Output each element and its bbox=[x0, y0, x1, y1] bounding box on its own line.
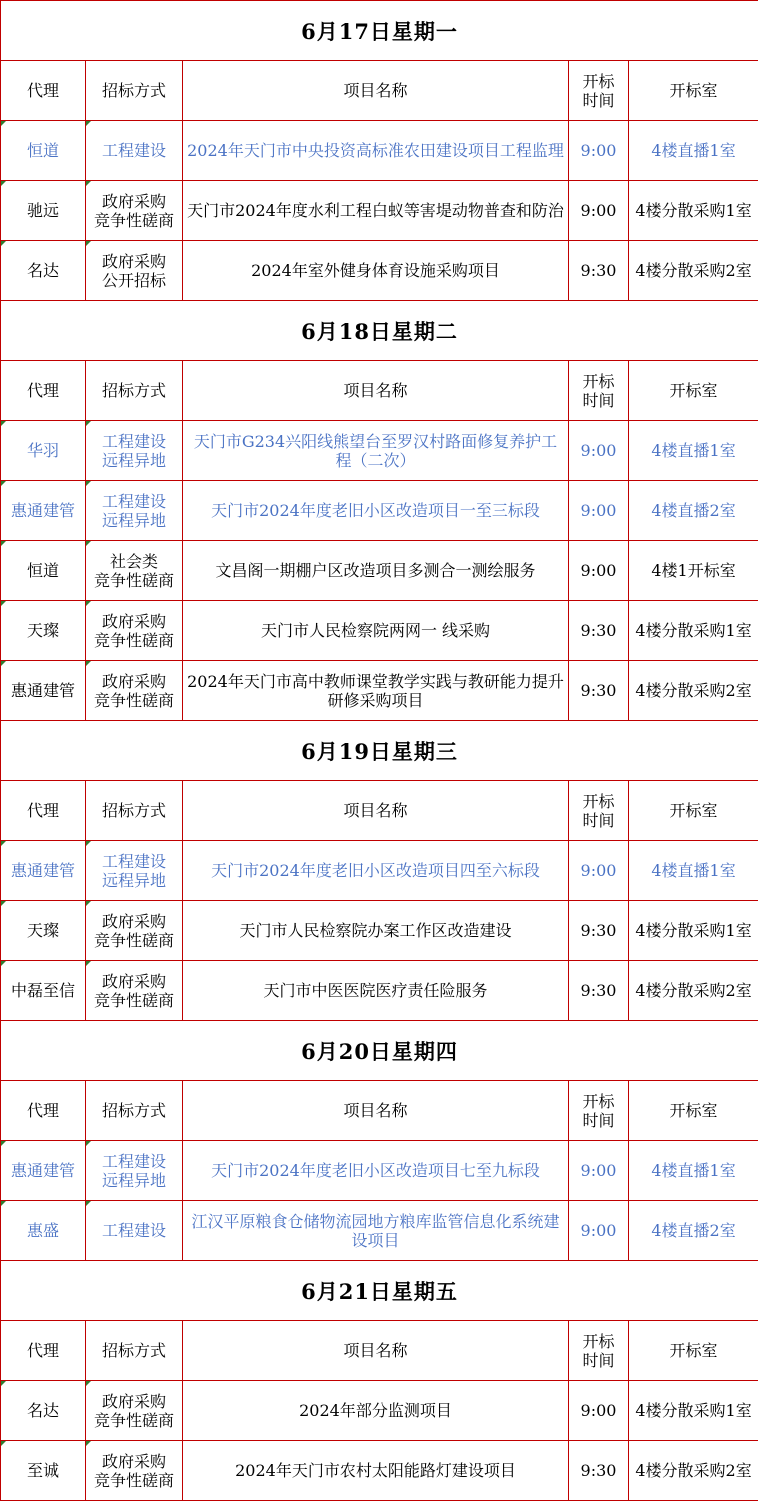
method-line: 政府采购 bbox=[101, 911, 166, 931]
method-cell bbox=[86, 541, 183, 601]
header-time-line: 时间 bbox=[582, 1350, 615, 1370]
method-line: 工程建设 bbox=[101, 1221, 166, 1240]
method-line: 政府采购 bbox=[101, 611, 166, 631]
method-line: 竞争性磋商 bbox=[93, 1410, 174, 1430]
project-name-cell: 文昌阁一期棚户区改造项目多测合一测绘服务 bbox=[183, 541, 569, 601]
method-cell bbox=[86, 1141, 183, 1201]
method-line: 竞争性磋商 bbox=[93, 690, 174, 710]
table-row bbox=[1, 841, 758, 901]
open-time-cell: 9:00 bbox=[569, 541, 629, 601]
method-line: 政府采购 bbox=[101, 1451, 166, 1471]
open-time-cell: 9:30 bbox=[569, 961, 629, 1021]
open-room-cell: 4楼分散采购1室 bbox=[629, 901, 758, 961]
method-line: 竞争性磋商 bbox=[93, 1470, 174, 1490]
open-room-cell: 4楼直播2室 bbox=[629, 1201, 758, 1261]
header-method: 招标方式 bbox=[86, 781, 183, 841]
table-row bbox=[1, 121, 758, 181]
column-header-row bbox=[1, 61, 758, 121]
table-row bbox=[1, 481, 758, 541]
open-room-cell: 4楼直播1室 bbox=[629, 121, 758, 181]
header-time-line: 时间 bbox=[582, 1110, 615, 1130]
table-row bbox=[1, 1441, 758, 1501]
open-time-cell: 9:00 bbox=[569, 1141, 629, 1201]
method-cell bbox=[86, 181, 183, 241]
method-cell bbox=[86, 841, 183, 901]
agent-cell: 惠通建管 bbox=[1, 661, 86, 721]
open-room-cell: 4楼1开标室 bbox=[629, 541, 758, 601]
project-name-cell: 天门市2024年度水利工程白蚁等害堤动物普查和防治 bbox=[183, 181, 569, 241]
method-line: 工程建设 bbox=[101, 851, 166, 871]
header-time-line: 开标 bbox=[582, 1091, 615, 1111]
header-room: 开标室 bbox=[629, 1081, 758, 1141]
header-time-line: 开标 bbox=[582, 71, 615, 91]
method-line: 竞争性磋商 bbox=[93, 630, 174, 650]
open-room-cell: 4楼直播1室 bbox=[629, 841, 758, 901]
column-header-row bbox=[1, 1321, 758, 1381]
header-time bbox=[569, 781, 629, 841]
open-room-cell: 4楼直播1室 bbox=[629, 1141, 758, 1201]
method-line: 竞争性磋商 bbox=[93, 570, 174, 590]
project-name-cell: 2024年天门市农村太阳能路灯建设项目 bbox=[183, 1441, 569, 1501]
method-line: 远程异地 bbox=[101, 450, 166, 470]
table-row bbox=[1, 601, 758, 661]
open-time-cell: 9:00 bbox=[569, 1381, 629, 1441]
header-time-line: 时间 bbox=[582, 390, 615, 410]
open-room-cell: 4楼分散采购2室 bbox=[629, 961, 758, 1021]
open-time-cell: 9:30 bbox=[569, 661, 629, 721]
agent-cell: 惠通建管 bbox=[1, 481, 86, 541]
method-line: 公开招标 bbox=[101, 270, 166, 290]
open-time-cell: 9:00 bbox=[569, 1201, 629, 1261]
project-name-cell: 2024年室外健身体育设施采购项目 bbox=[183, 241, 569, 301]
agent-cell: 驰远 bbox=[1, 181, 86, 241]
method-line: 竞争性磋商 bbox=[93, 990, 174, 1010]
method-cell bbox=[86, 1381, 183, 1441]
agent-cell: 恒道 bbox=[1, 541, 86, 601]
method-cell bbox=[86, 421, 183, 481]
day-title: 6月21日星期五 bbox=[1, 1261, 758, 1321]
day-title-row bbox=[1, 1, 758, 61]
table-row bbox=[1, 661, 758, 721]
method-cell bbox=[86, 481, 183, 541]
open-time-cell: 9:00 bbox=[569, 121, 629, 181]
method-line: 远程异地 bbox=[101, 510, 166, 530]
header-method: 招标方式 bbox=[86, 361, 183, 421]
day-title-row bbox=[1, 1261, 758, 1321]
method-cell bbox=[86, 601, 183, 661]
open-room-cell: 4楼分散采购1室 bbox=[629, 181, 758, 241]
project-name-cell: 天门市2024年度老旧小区改造项目四至六标段 bbox=[183, 841, 569, 901]
schedule-body bbox=[1, 1, 758, 1501]
table-row bbox=[1, 181, 758, 241]
header-project: 项目名称 bbox=[183, 61, 569, 121]
method-cell bbox=[86, 1201, 183, 1261]
open-time-cell: 9:30 bbox=[569, 1441, 629, 1501]
project-name-cell: 2024年天门市中央投资高标准农田建设项目工程监理 bbox=[183, 121, 569, 181]
agent-cell: 惠盛 bbox=[1, 1201, 86, 1261]
header-time-line: 时间 bbox=[582, 90, 615, 110]
method-line: 政府采购 bbox=[101, 251, 166, 271]
method-line: 政府采购 bbox=[101, 971, 166, 991]
header-room: 开标室 bbox=[629, 781, 758, 841]
method-line: 竞争性磋商 bbox=[93, 210, 174, 230]
agent-cell: 天璨 bbox=[1, 601, 86, 661]
method-cell bbox=[86, 661, 183, 721]
header-agent: 代理 bbox=[1, 1081, 86, 1141]
agent-cell: 中磊至信 bbox=[1, 961, 86, 1021]
day-title-row bbox=[1, 721, 758, 781]
open-time-cell: 9:00 bbox=[569, 481, 629, 541]
method-cell bbox=[86, 901, 183, 961]
method-line: 政府采购 bbox=[101, 1391, 166, 1411]
method-line: 工程建设 bbox=[101, 491, 166, 511]
open-room-cell: 4楼分散采购2室 bbox=[629, 241, 758, 301]
header-time bbox=[569, 61, 629, 121]
table-row bbox=[1, 1381, 758, 1441]
header-method: 招标方式 bbox=[86, 61, 183, 121]
header-room: 开标室 bbox=[629, 1321, 758, 1381]
header-time bbox=[569, 361, 629, 421]
table-row bbox=[1, 241, 758, 301]
day-title: 6月20日星期四 bbox=[1, 1021, 758, 1081]
open-time-cell: 9:00 bbox=[569, 841, 629, 901]
method-line: 远程异地 bbox=[101, 870, 166, 890]
header-agent: 代理 bbox=[1, 361, 86, 421]
project-name-cell: 天门市G234兴阳线熊望台至罗汉村路面修复养护工程（二次） bbox=[183, 421, 569, 481]
open-time-cell: 9:00 bbox=[569, 181, 629, 241]
header-time-line: 开标 bbox=[582, 1331, 615, 1351]
project-name-cell: 2024年天门市高中教师课堂教学实践与教研能力提升研修采购项目 bbox=[183, 661, 569, 721]
header-time bbox=[569, 1081, 629, 1141]
header-method: 招标方式 bbox=[86, 1081, 183, 1141]
header-time bbox=[569, 1321, 629, 1381]
method-line: 政府采购 bbox=[101, 671, 166, 691]
header-agent: 代理 bbox=[1, 61, 86, 121]
method-line: 政府采购 bbox=[101, 191, 166, 211]
method-line: 竞争性磋商 bbox=[93, 930, 174, 950]
table-row bbox=[1, 901, 758, 961]
header-room: 开标室 bbox=[629, 361, 758, 421]
day-title-row bbox=[1, 1021, 758, 1081]
column-header-row bbox=[1, 781, 758, 841]
day-title: 6月18日星期二 bbox=[1, 301, 758, 361]
header-method: 招标方式 bbox=[86, 1321, 183, 1381]
header-project: 项目名称 bbox=[183, 781, 569, 841]
table-row bbox=[1, 961, 758, 1021]
agent-cell: 名达 bbox=[1, 1381, 86, 1441]
open-room-cell: 4楼直播1室 bbox=[629, 421, 758, 481]
open-time-cell: 9:00 bbox=[569, 421, 629, 481]
open-room-cell: 4楼分散采购2室 bbox=[629, 1441, 758, 1501]
method-line: 工程建设 bbox=[101, 431, 166, 451]
method-cell bbox=[86, 241, 183, 301]
method-line: 工程建设 bbox=[101, 1151, 166, 1171]
agent-cell: 惠通建管 bbox=[1, 1141, 86, 1201]
agent-cell: 恒道 bbox=[1, 121, 86, 181]
table-row bbox=[1, 1201, 758, 1261]
open-time-cell: 9:30 bbox=[569, 241, 629, 301]
agent-cell: 天璨 bbox=[1, 901, 86, 961]
method-cell bbox=[86, 121, 183, 181]
agent-cell: 华羽 bbox=[1, 421, 86, 481]
project-name-cell: 天门市2024年度老旧小区改造项目七至九标段 bbox=[183, 1141, 569, 1201]
header-time-line: 开标 bbox=[582, 371, 615, 391]
header-agent: 代理 bbox=[1, 781, 86, 841]
column-header-row bbox=[1, 1081, 758, 1141]
method-line: 远程异地 bbox=[101, 1170, 166, 1190]
day-title: 6月17日星期一 bbox=[1, 1, 758, 61]
header-project: 项目名称 bbox=[183, 1321, 569, 1381]
day-title-row bbox=[1, 301, 758, 361]
table-row bbox=[1, 421, 758, 481]
header-project: 项目名称 bbox=[183, 361, 569, 421]
agent-cell: 惠通建管 bbox=[1, 841, 86, 901]
project-name-cell: 天门市中医医院医疗责任险服务 bbox=[183, 961, 569, 1021]
open-room-cell: 4楼分散采购1室 bbox=[629, 601, 758, 661]
project-name-cell: 2024年部分监测项目 bbox=[183, 1381, 569, 1441]
method-line: 工程建设 bbox=[101, 141, 166, 160]
method-cell bbox=[86, 961, 183, 1021]
day-title: 6月19日星期三 bbox=[1, 721, 758, 781]
table-row bbox=[1, 1141, 758, 1201]
method-cell bbox=[86, 1441, 183, 1501]
open-room-cell: 4楼直播2室 bbox=[629, 481, 758, 541]
header-room: 开标室 bbox=[629, 61, 758, 121]
open-room-cell: 4楼分散采购2室 bbox=[629, 661, 758, 721]
column-header-row bbox=[1, 361, 758, 421]
table-row bbox=[1, 541, 758, 601]
header-agent: 代理 bbox=[1, 1321, 86, 1381]
project-name-cell: 天门市人民检察院两网一 线采购 bbox=[183, 601, 569, 661]
project-name-cell: 天门市人民检察院办案工作区改造建设 bbox=[183, 901, 569, 961]
header-project: 项目名称 bbox=[183, 1081, 569, 1141]
open-time-cell: 9:30 bbox=[569, 901, 629, 961]
header-time-line: 开标 bbox=[582, 791, 615, 811]
open-time-cell: 9:30 bbox=[569, 601, 629, 661]
open-room-cell: 4楼分散采购1室 bbox=[629, 1381, 758, 1441]
project-name-cell: 天门市2024年度老旧小区改造项目一至三标段 bbox=[183, 481, 569, 541]
header-time-line: 时间 bbox=[582, 810, 615, 830]
project-name-cell: 江汉平原粮食仓储物流园地方粮库监管信息化系统建设项目 bbox=[183, 1201, 569, 1261]
agent-cell: 名达 bbox=[1, 241, 86, 301]
agent-cell: 至诚 bbox=[1, 1441, 86, 1501]
method-line: 社会类 bbox=[109, 551, 158, 571]
